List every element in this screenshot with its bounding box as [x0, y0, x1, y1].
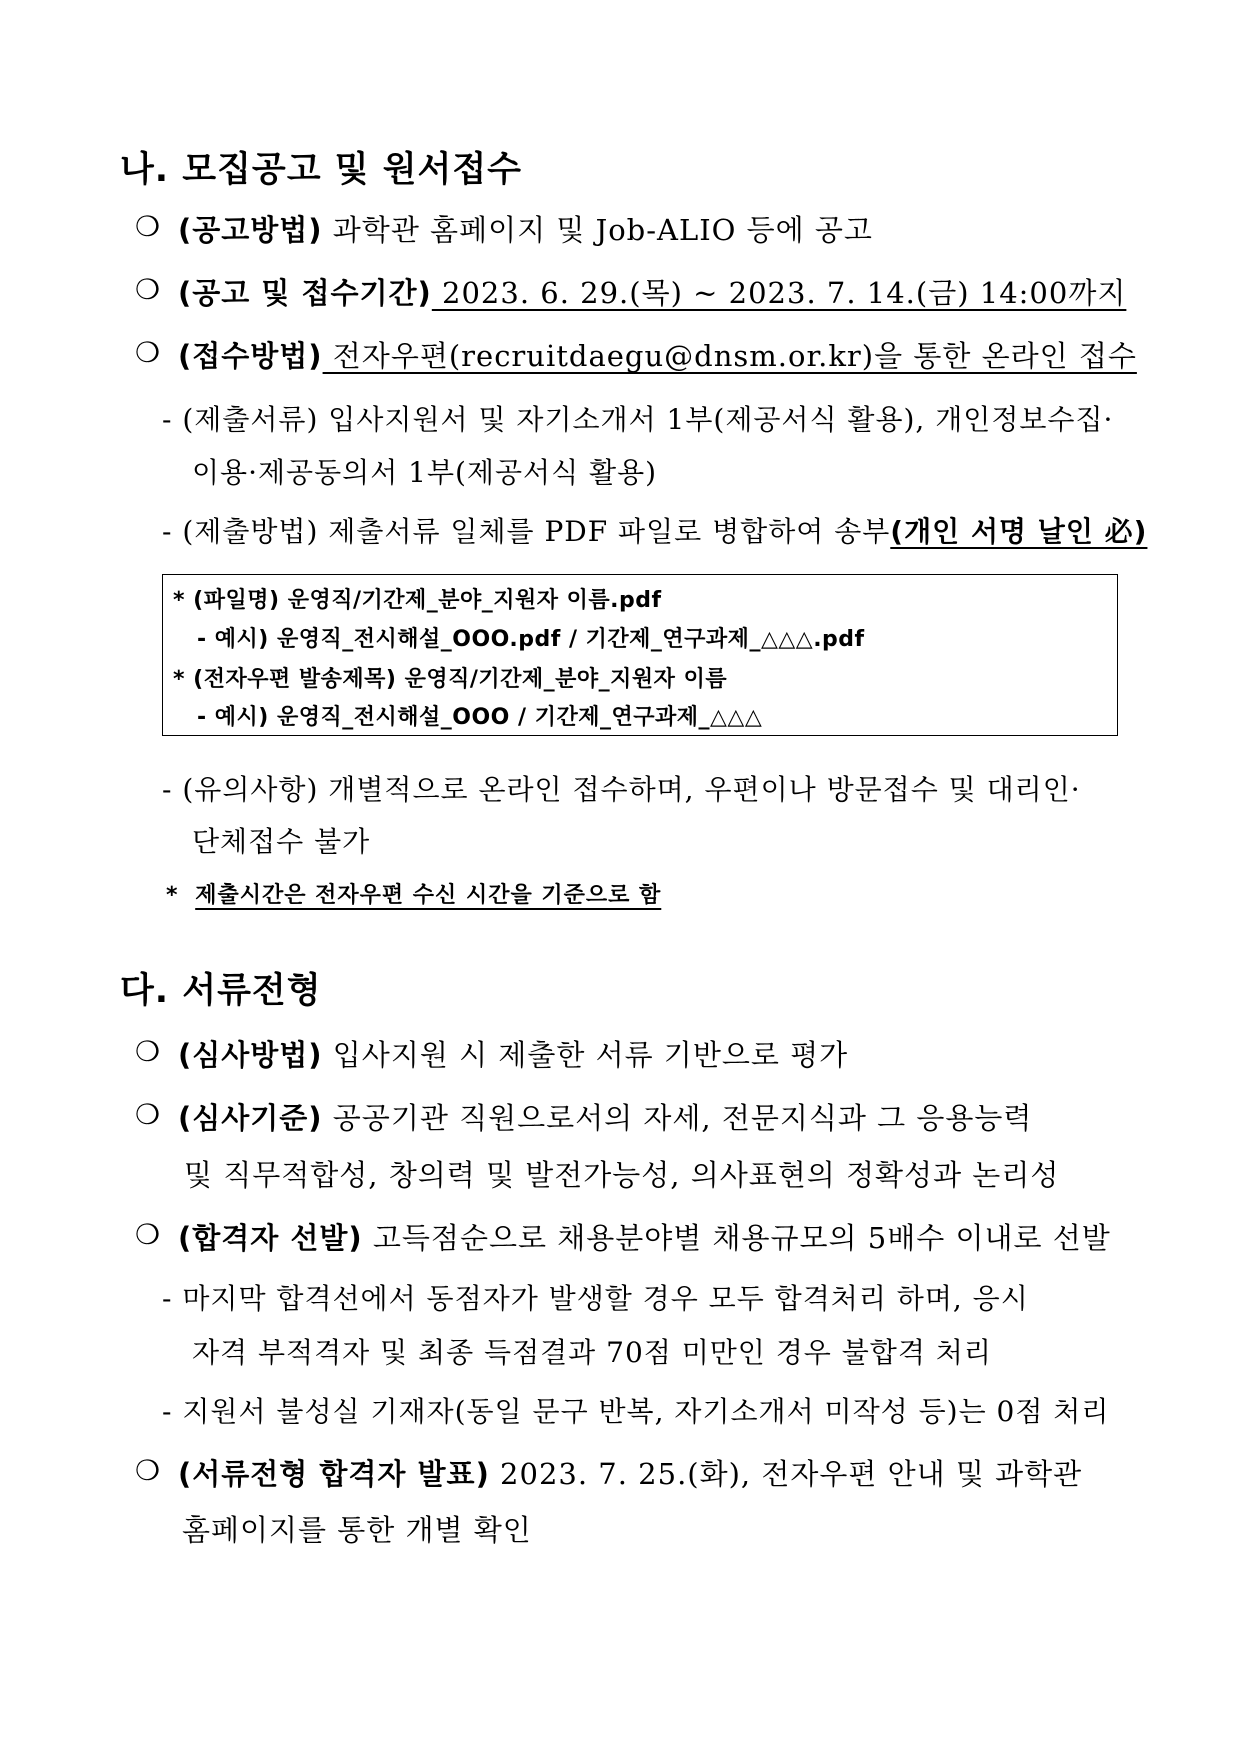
section-heading-da: 다. 서류전형	[120, 971, 322, 1011]
sub-tie-line2: 자격 부적격자 및 최종 득점결과 70점 미만인 경우 불합격 처리	[192, 1336, 992, 1369]
item-result-announcement-line2: 홈페이지를 통한 개별 확인	[182, 1513, 532, 1547]
bullet-circle: ❍	[135, 1035, 161, 1068]
item-review-criteria: (심사기준) 공공기관 직원으로서의 자세, 전문지식과 그 응용능력	[178, 1101, 1033, 1135]
item-announcement-period: (공고 및 접수기간) 2023. 6. 29.(목) ~ 2023. 7. 14.(금) 14:00까지	[178, 276, 1127, 310]
item-submission-method: (접수방법) 전자우편(recruitdaegu@dnsm.or.kr)을 통한 온라인 접수	[178, 339, 1137, 373]
submission-time-note: * 제출시간은 전자우편 수신 시간을 기준으로 함	[166, 883, 662, 908]
sub-documents-line2: 이용·제공동의서 1부(제공서식 활용)	[192, 456, 658, 489]
sub-caution-line1: - (유의사항) 개별적으로 온라인 접수하며, 우편이나 방문접수 및 대리인·	[162, 773, 1081, 806]
box-line-filename-example: - 예시) 운영직_전시해설_OOO.pdf / 기간제_연구과제_△△△.pdf	[197, 627, 865, 652]
filename-info-box	[162, 574, 1118, 736]
item-review-criteria-line2: 및 직무적합성, 창의력 및 발전가능성, 의사표현의 정확성과 논리성	[184, 1158, 1060, 1192]
section-heading-na: 나. 모집공고 및 원서접수	[120, 150, 522, 190]
item-review-method: (심사방법) 입사지원 시 제출한 서류 기반으로 평가	[178, 1038, 849, 1072]
box-line-email-subject-example: - 예시) 운영직_전시해설_OOO / 기간제_연구과제_△△△	[197, 705, 763, 730]
bullet-circle: ❍	[135, 1454, 161, 1487]
sub-zero-score: - 지원서 불성실 기재자(동일 문구 반복, 자기소개서 미작성 등)는 0점 처리	[162, 1395, 1110, 1428]
box-line-email-subject: * (전자우편 발송제목) 운영직/기간제_분야_지원자 이름	[173, 667, 728, 692]
box-line-filename: * (파일명) 운영직/기간제_분야_지원자 이름.pdf	[173, 588, 662, 613]
item-result-announcement: (서류전형 합격자 발표) 2023. 7. 25.(화), 전자우편 안내 및 과학관	[178, 1457, 1083, 1491]
sub-caution-line2: 단체접수 불가	[192, 825, 371, 858]
sub-submit-method: - (제출방법) 제출서류 일체를 PDF 파일로 병합하여 송부(개인 서명 날인 必)	[162, 515, 1148, 548]
sub-tie-line1: - 마지막 합격선에서 동점자가 발생할 경우 모두 합격처리 하며, 응시	[162, 1282, 1029, 1315]
bullet-circle: ❍	[135, 273, 161, 306]
item-announcement-method: (공고방법) 과학관 홈페이지 및 Job-ALIO 등에 공고	[178, 213, 873, 247]
bullet-circle: ❍	[135, 336, 161, 369]
item-selection: (합격자 선발) 고득점순으로 채용분야별 채용규모의 5배수 이내로 선발	[178, 1221, 1111, 1255]
sub-documents-line1: - (제출서류) 입사지원서 및 자기소개서 1부(제공서식 활용), 개인정보수집·	[162, 403, 1114, 436]
bullet-circle: ❍	[135, 1098, 161, 1131]
bullet-circle: ❍	[135, 1218, 161, 1251]
bullet-circle: ❍	[135, 210, 161, 243]
